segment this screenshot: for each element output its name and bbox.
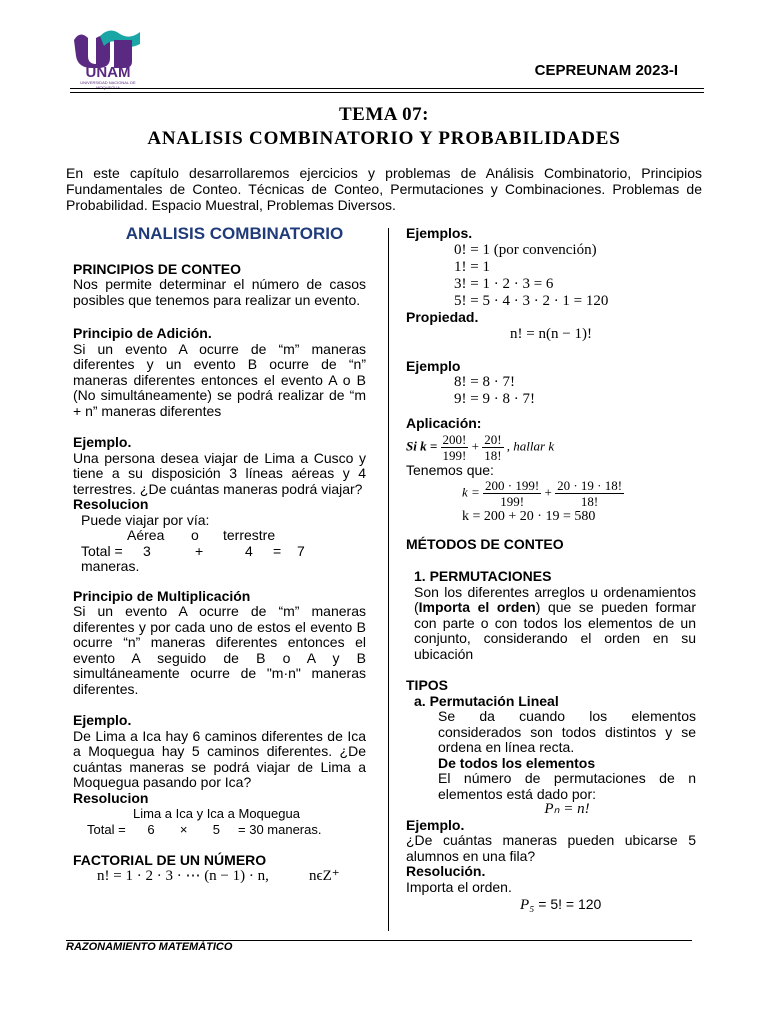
- mult-title: Principio de Multiplicación: [73, 587, 251, 604]
- res1-4: 4: [245, 542, 253, 559]
- res1-aerea: Aérea: [127, 527, 165, 543]
- aplicacion-formula: [406, 432, 696, 463]
- resolucion1-title: Resolucion: [73, 496, 149, 512]
- logo-subtext: UNIVERSIDAD NACIONAL DE MOQUEGUA: [80, 80, 136, 90]
- apl-den1: 199!: [442, 447, 467, 463]
- mult-text: Si un evento A ocurre de “m” maneras diferentes y por cada uno de estos el evento B ocurre “n” maneras diferentes entonces el evento A seguido de B o A y B simultáneamente ocurre de "m·n" maneras diferentes.: [73, 603, 366, 697]
- factorial-formula: n! = 1 · 2 · 3 · ⋯ (n − 1) · n,: [97, 867, 269, 884]
- perm-text: [406, 585, 696, 663]
- factorial-formula-row: [73, 869, 366, 885]
- ejemplo-list: [406, 374, 696, 408]
- ejemplos-line: 1! = 1: [454, 258, 490, 275]
- left-column: [73, 226, 366, 884]
- perm-text-a: Son los diferentes arreglos u ordenamientos (: [414, 583, 696, 615]
- res2-line2: Total = 6 × 5 = 30 maneras.: [87, 821, 322, 837]
- res3-line1: Importa el orden.: [406, 878, 512, 895]
- apl-frac2: [482, 432, 503, 463]
- ejemplo3-title: Ejemplo.: [406, 816, 465, 833]
- intro-paragraph: En este capítulo desarrollaremos ejercicios y problemas de Análisis Combinatorio, Principios Fundamentales de Conteo. Técnicas de Conteo, Permutaciones y Combinaciones. Problemas de Probabilidad. Espacio Muestral, Problemas Diversos.: [66, 165, 702, 213]
- ten-den2: 18!: [580, 494, 599, 509]
- factorial-domain: nϵZ⁺: [309, 867, 340, 884]
- res1-3: 3: [143, 542, 151, 559]
- adicion-title: Principio de Adición.: [73, 325, 212, 341]
- aplicacion-title: Aplicación:: [406, 415, 482, 431]
- principios-text: Nos permite determinar el número de casos posibles que tenemos para realizar un evento.: [73, 276, 366, 308]
- page-title: ANALISIS COMBINATORIO Y PROBABILIDADES: [147, 128, 621, 149]
- right-column: [406, 226, 696, 914]
- ejemplo3-text: ¿De cuántas maneras pueden ubicarse 5 alumnos en una fila?: [406, 832, 696, 864]
- ten-frac1: [483, 478, 541, 509]
- tenemos-formula: [406, 478, 696, 509]
- footer-label: RAZONAMIENTO MATEMÁTICO: [66, 941, 233, 953]
- ejemplos-title: Ejemplos.: [406, 225, 473, 241]
- lineal-title: a. Permutación Lineal: [414, 692, 559, 709]
- res3-line2: [406, 897, 696, 914]
- res1-maneras: maneras.: [81, 558, 140, 574]
- resolucion3-title: Resolución.: [406, 863, 486, 879]
- res1-total: Total =: [81, 542, 123, 559]
- ejemplo-line: 8! = 8 · 7!: [454, 374, 515, 390]
- ten-num1: 200 · 199!: [485, 478, 540, 493]
- ejemplo1-title: Ejemplo.: [73, 434, 132, 450]
- ten-frac2: [555, 478, 624, 509]
- factorial-title: FACTORIAL DE UN NÚMERO: [73, 852, 267, 868]
- res1-eq: =: [273, 542, 282, 559]
- res3-p5: P₅: [520, 897, 535, 913]
- res1-options: [73, 528, 366, 544]
- res1-7: 7: [297, 542, 305, 559]
- metodos-title: MÉTODOS DE CONTEO: [406, 535, 564, 552]
- apl-num1: 200!: [442, 431, 467, 447]
- lineal-text: Se da cuando los elementos considerados son todos distintos y se ordena en línea recta.: [438, 708, 696, 755]
- logo-text: UNAM: [85, 64, 131, 81]
- apl-plus: +: [471, 437, 479, 453]
- res1-plus: +: [195, 542, 204, 559]
- ten-den1: 199!: [500, 494, 525, 509]
- res3-rest: = 5! = 120: [538, 896, 602, 912]
- todos-text: El número de permutaciones de n elementos está dado por:: [438, 770, 696, 802]
- resolucion2-title: Resolucion: [73, 789, 149, 806]
- res1-total-row: [73, 544, 366, 560]
- apl-hallar: , hallar k: [506, 437, 555, 453]
- ten-num2: 20 · 19 · 18!: [557, 478, 623, 493]
- apl-num2: 20!: [484, 431, 502, 447]
- column-divider: [388, 228, 389, 931]
- ejemplo1-text: Una persona desea viajar de Lima a Cusco y tiene a su disposición 3 líneas aéreas y 4 terrestres. ¿De cuántas maneras podrá viajar?: [73, 449, 366, 497]
- tenemos-label: Tenemos que:: [406, 461, 494, 478]
- adicion-text: Si un evento A ocurre de “m” maneras diferentes y un evento B ocurre de “n” maneras diferentes entonces el evento A o B (No simultáneamente) se podrá realizar de “m + n” maneras diferentes: [73, 340, 366, 419]
- ejemplo-line: 9! = 9 · 8 · 7!: [454, 391, 535, 407]
- principios-title: PRINCIPIOS DE CONTEO: [73, 260, 242, 277]
- todos-formula: Pₙ = n!: [544, 801, 590, 817]
- ten-plus: +: [544, 484, 552, 500]
- ejemplos-line: 0! = 1 (por convención): [454, 241, 597, 258]
- apl-si: Si k =: [406, 437, 438, 453]
- ejemplo2-title: Ejemplo.: [73, 712, 132, 728]
- res2-line1: Lima a Ica y Ica a Moquegua: [133, 806, 300, 821]
- perm-text-bold: Importa el orden: [418, 599, 536, 615]
- ejemplo-title: Ejemplo: [406, 357, 461, 374]
- apl-den2: 18!: [484, 447, 502, 463]
- res1-terrestre: terrestre: [223, 527, 276, 543]
- ten-k: k =: [462, 484, 480, 500]
- ejemplos-line: 5! = 5 · 4 · 3 · 2 · 1 = 120: [454, 292, 609, 309]
- header-rule: [70, 88, 704, 89]
- ejemplos-list: [406, 242, 696, 310]
- ten-result: k = 200 + 20 · 19 = 580: [462, 509, 596, 524]
- res1-line1: Puede viajar por vía:: [81, 511, 210, 528]
- tipos-title: TIPOS: [406, 677, 449, 693]
- perm-title: 1. PERMUTACIONES: [414, 568, 552, 584]
- unam-logo: [70, 26, 146, 88]
- edition-label: CEPREUNAM 2023-I: [534, 62, 678, 79]
- ejemplos-line: 3! = 1 · 2 · 3 = 6: [454, 275, 554, 292]
- propiedad-formula: n! = n(n − 1)!: [510, 326, 592, 342]
- header-rule-thin: [70, 92, 704, 93]
- ejemplo2-text: De Lima a Ica hay 6 caminos diferentes de Ica a Moquegua hay 5 caminos diferentes. ¿De cuántas maneras se podrá viajar de Lima a Moquegua pasando por Ica?: [73, 727, 366, 790]
- res1-o: o: [191, 527, 199, 543]
- propiedad-title: Propiedad.: [406, 308, 479, 325]
- todos-title: De todos los elementos: [438, 754, 596, 771]
- apl-frac1: [441, 432, 469, 463]
- section-title: ANALISIS COMBINATORIO: [125, 224, 344, 243]
- topic-number: TEMA 07:: [338, 104, 430, 125]
- perm-text-b: ) que se pueden formar con parte o con todos los elementos de un conjunto, considerando el orden en su ubicación: [414, 599, 697, 662]
